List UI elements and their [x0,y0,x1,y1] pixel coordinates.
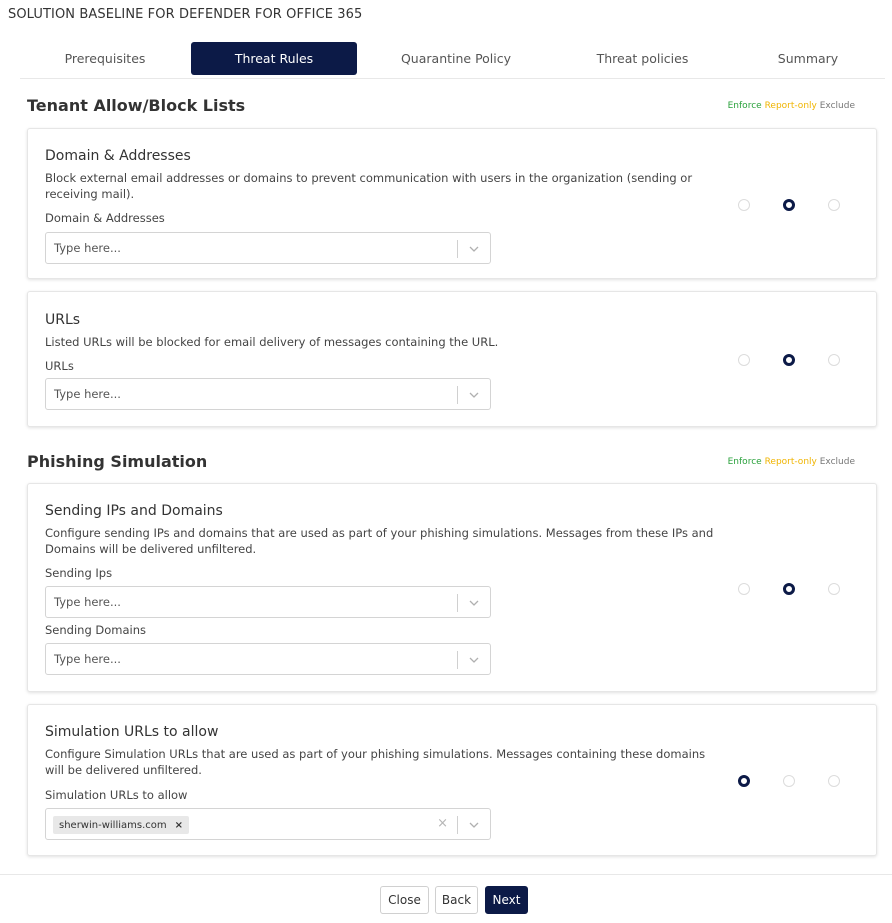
placeholder: Type here... [54,241,121,255]
radio-enforce[interactable] [738,775,750,787]
card-description: Block external email addresses or domains to prevent communication with users in the organization (sending or receiving mail). [45,171,693,201]
chevron-down-icon[interactable] [467,651,481,669]
field-label: Simulation URLs to allow [45,788,188,802]
legend-report-only: Report-only [764,457,817,467]
sending-domains-select[interactable] [45,643,491,675]
separator [457,816,458,834]
field-label: Sending Ips [45,566,113,580]
selected-value-chip [53,816,189,834]
separator [457,594,458,612]
legend-exclude: Exclude [819,457,855,467]
card-title: Simulation URLs to allow [45,724,219,740]
chevron-down-icon[interactable] [467,386,481,404]
separator [457,240,458,258]
legend-enforce: Enforce [727,457,762,467]
wizard-tabs [20,42,885,79]
footer-divider [0,874,892,875]
card-urls [27,291,877,427]
field-label: Domain & Addresses [45,211,165,225]
clear-icon[interactable]: × [437,816,448,831]
radio-enforce[interactable] [738,583,750,595]
chevron-down-icon[interactable] [467,594,481,612]
chip-label: sherwin-williams.com [59,819,167,831]
tab-threat-policies[interactable]: Threat policies [596,51,689,66]
legend-enforce: Enforce [727,101,762,111]
legend [728,101,855,111]
page-title: SOLUTION BASELINE FOR DEFENDER FOR OFFICE 365 [8,7,363,22]
card-title: Sending IPs and Domains [45,503,223,519]
next-button[interactable]: Next [485,886,528,914]
card-description: Listed URLs will be blocked for email delivery of messages containing the URL. [45,335,499,349]
chevron-down-icon[interactable] [467,816,481,834]
card-description: Configure Simulation URLs that are used as part of your phishing simulations. Messages containing these domains will be delivered unfiltered. [45,747,706,777]
legend-report-only: Report-only [764,101,817,111]
radio-report-only[interactable] [783,199,795,211]
card-description: Configure sending IPs and domains that are used as part of your phishing simulations. Messages from these IPs and Domains will be delivered unfiltered. [45,526,714,556]
back-button[interactable]: Back [435,886,478,914]
card-domain-addresses [27,128,877,279]
placeholder: Type here... [54,387,121,401]
sending-ips-select[interactable] [45,586,491,618]
placeholder: Type here... [54,595,121,609]
radio-report-only[interactable] [783,775,795,787]
radio-exclude[interactable] [828,775,840,787]
separator [457,651,458,669]
card-title: Domain & Addresses [45,148,191,164]
radio-enforce[interactable] [738,354,750,366]
card-simulation-urls [27,704,877,856]
tab-quarantine-policy[interactable]: Quarantine Policy [400,51,512,66]
tab-summary[interactable]: Summary [777,51,839,66]
placeholder: Type here... [54,652,121,666]
domain-addresses-select[interactable] [45,232,491,264]
radio-exclude[interactable] [828,583,840,595]
tab-prerequisites[interactable]: Prerequisites [64,51,146,66]
simulation-urls-select[interactable] [45,808,491,840]
radio-report-only[interactable] [783,583,795,595]
section-title-tenant-allow-block: Tenant Allow/Block Lists [27,96,246,115]
section-title-phishing-simulation: Phishing Simulation [27,452,208,471]
radio-enforce[interactable] [738,199,750,211]
radio-exclude[interactable] [828,354,840,366]
close-icon[interactable]: × [174,819,184,831]
radio-exclude[interactable] [828,199,840,211]
legend [728,457,855,467]
chevron-down-icon[interactable] [467,240,481,258]
legend-exclude: Exclude [819,101,855,111]
radio-report-only[interactable] [783,354,795,366]
separator [457,386,458,404]
card-sending-ips-domains [27,483,877,692]
card-title: URLs [45,312,81,328]
urls-select[interactable] [45,378,491,410]
tab-threat-rules[interactable]: Threat Rules [191,42,357,75]
field-label: URLs [45,359,74,373]
field-label: Sending Domains [45,623,147,637]
close-button[interactable]: Close [380,886,429,914]
